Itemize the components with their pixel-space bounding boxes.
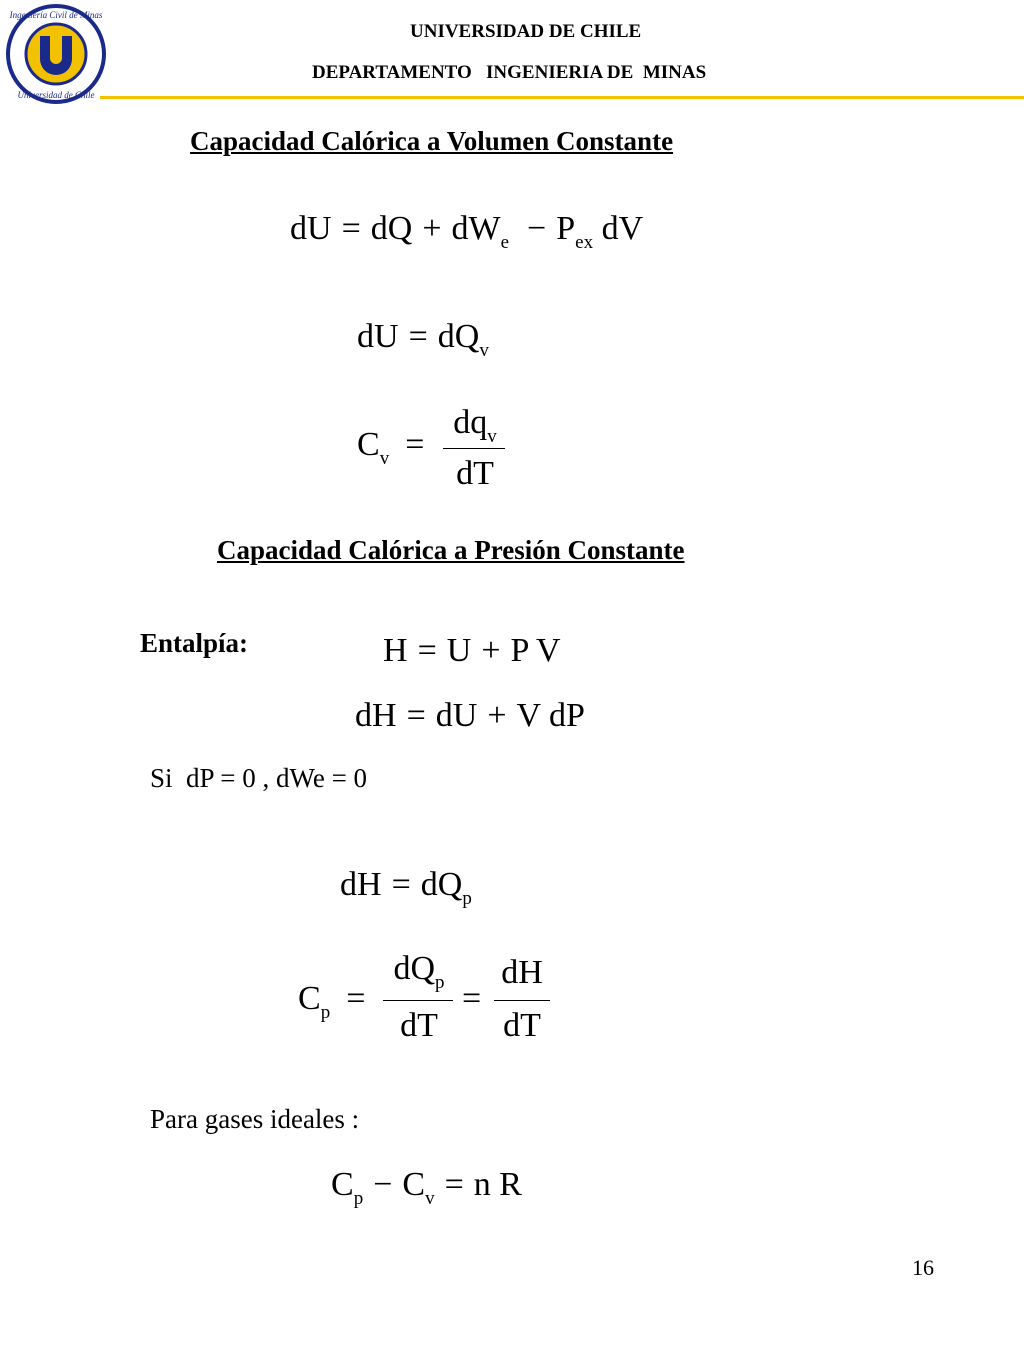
university-name: UNIVERSIDAD DE CHILE [410,21,642,42]
university-logo [4,2,108,106]
logo-ring-text-top: Ingeniería Civil de Minas [9,10,103,20]
equation-first-law: dU = dQ + $dW_e - P_{ex}$ dV [290,210,644,253]
logo-ring-text-bottom: Universidad de Chile [17,90,95,100]
ideal-gas-label: Para gases ideales : [150,1104,360,1134]
condition-text: Si dP = 0 , dWe = 0 [150,763,368,793]
cp-numerator-1: $dQ_p$ [393,950,445,993]
equation-cp-lhs: $C_p$ = [298,980,366,1023]
cv-fraction-bar [443,448,505,449]
cp-fraction-bar-1 [383,1000,453,1001]
equation-mayer: $C_p - C_v = n$ R [331,1166,522,1209]
equation-enthalpy: H = U + P V [383,632,561,669]
cp-denominator-1: dT [400,1007,438,1044]
cv-numerator: $dq_v$ [453,404,497,447]
page-number: 16 [912,1255,934,1280]
department-name: DEPARTAMENTO INGENIERIA DE MINAS [312,62,707,83]
section-title-pressure: Capacidad Calórica a Presión Constante [217,535,685,565]
equation-dh: dH = dU + V dP [355,697,585,734]
equation-du-dqv: dU = $dQ_v$ [357,318,489,361]
header-rule [100,96,1024,99]
cp-equals-2: = [462,980,482,1017]
cp-numerator-2: dH [501,954,543,991]
enthalpy-label: Entalpía: [140,628,249,658]
cp-fraction-bar-2 [494,1000,550,1001]
equation-dh-dqp: dH = $dQ_p$ [340,866,472,909]
cv-denominator: dT [456,455,494,492]
section-title-volume: Capacidad Calórica a Volumen Constante [190,126,674,156]
equation-cv-lhs: $C_v$ = [357,426,425,469]
cp-denominator-2: dT [503,1007,541,1044]
